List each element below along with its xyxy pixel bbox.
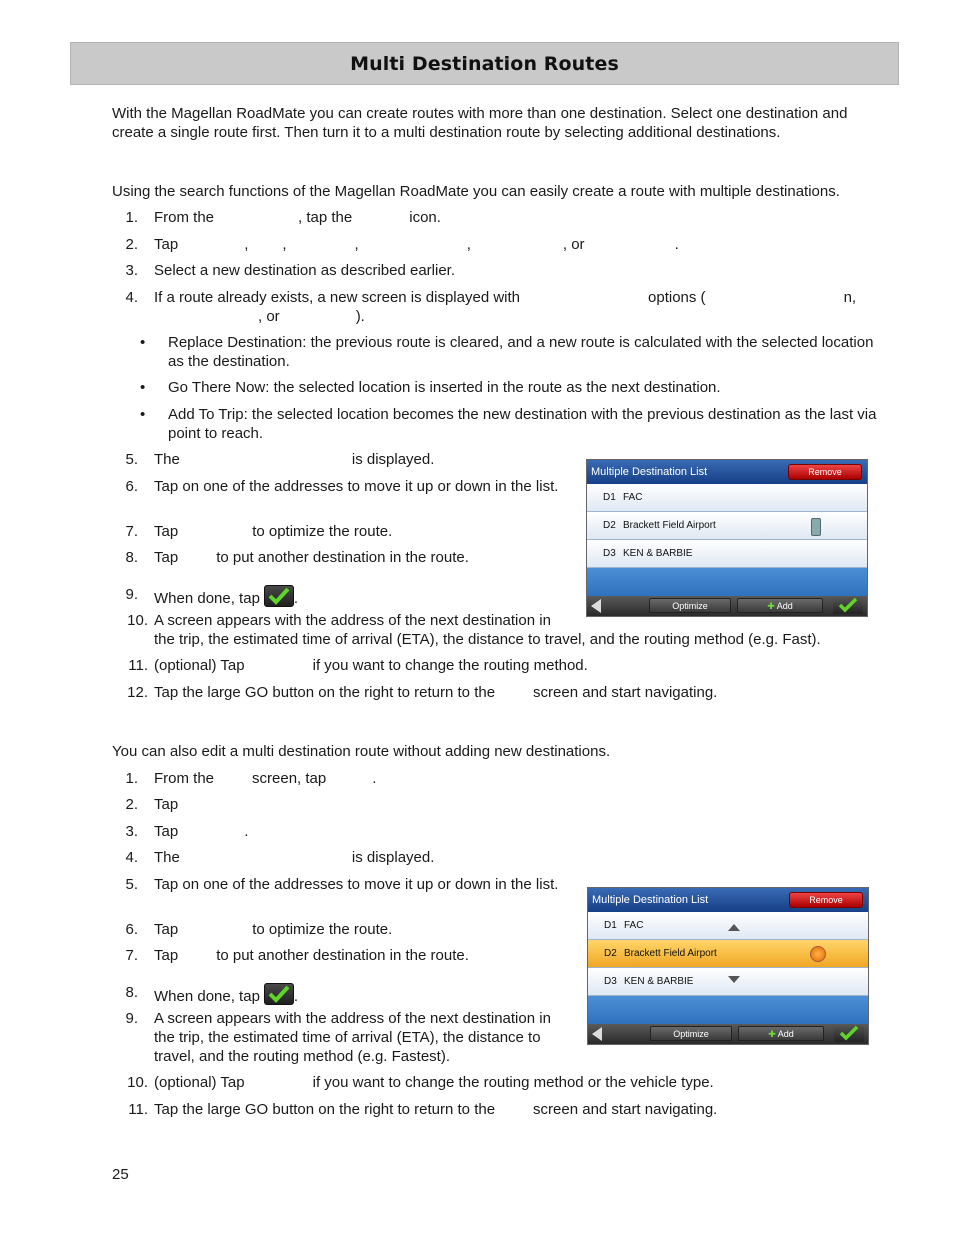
list-item: Tap to put another destination in the route. [154,549,469,566]
bullet: • [140,406,146,423]
table-row[interactable]: D3 KEN & BARBIE [587,540,867,568]
list-item-continued: the trip, the estimated time of arrival (ETA), the distance to travel, and the routing method (e.g. Fast). [154,631,821,648]
checkmark-icon[interactable] [833,597,863,614]
step-number: 8. [125,549,138,566]
step-number: 10. [127,612,148,629]
optimize-button[interactable]: Optimize [649,598,731,613]
bullet-item: Add To Trip: the selected location becomes the new destination with the previous destination as the last via point to reach. [168,406,877,442]
step-number: 6. [125,921,138,938]
table-row[interactable]: D1 FAC [587,484,867,512]
checkmark-icon [264,983,294,1005]
list-item: From the , tap the icon. [154,209,441,226]
page-number: 25 [112,1166,129,1183]
device-screenshot [586,459,868,617]
list-item: When done, tap . [154,585,298,608]
step-number: 7. [125,523,138,540]
step-number: 12. [127,684,148,701]
step-number: 4. [125,849,138,866]
step-number: 3. [125,262,138,279]
bullet-item: Go There Now: the selected location is inserted in the route as the next destination. [168,379,721,396]
bullet: • [140,379,146,396]
step-number: 2. [125,236,138,253]
screen-title-bar: Multiple Destination List Remove [588,888,868,912]
step-number: 9. [125,586,138,603]
remove-button[interactable]: Remove [788,464,862,480]
section-header [70,42,899,85]
step-number: 2. [125,796,138,813]
optimize-button[interactable]: Optimize [650,1026,732,1041]
details-icon[interactable] [810,946,826,962]
add-button[interactable]: ✚ Add [737,598,823,613]
bullet-item: Replace Destination: the previous route is cleared, and a new route is calculated with the selected location as the destination. [168,334,874,370]
list-item: Tap on one of the addresses to move it up or down in the list. [154,478,559,495]
move-down-icon[interactable] [728,976,740,983]
step-number: 5. [125,876,138,893]
step-number: 11. [128,1101,148,1118]
step-number: 10. [127,1074,148,1091]
step-number: 1. [125,209,138,226]
checkmark-icon [264,585,294,607]
list-item: Tap to optimize the route. [154,523,393,540]
bullet: • [140,334,146,351]
list-item: Tap the large GO button on the right to return to the screen and start navigating. [154,1101,718,1118]
screen-footer [587,596,867,616]
step-number: 7. [125,947,138,964]
list-item-continued: , or ). [258,308,365,325]
back-arrow-icon[interactable] [591,599,601,613]
table-row[interactable]: D2 Brackett Field Airport [588,940,868,968]
list-item: A screen appears with the address of the next destination in the trip, the estimated time of arrival (ETA), the distance to travel, and the routing method (e.g. Fastest). [154,1010,551,1065]
intro-paragraph: With the Magellan RoadMate you can create routes with more than one destination. Select one destination and create a single route first. Then turn it to a multi destination route by selecting additional destinations. [112,105,848,141]
list-item: Tap to optimize the route. [154,921,393,938]
table-row[interactable]: D1 FAC [588,912,868,940]
move-up-icon[interactable] [728,924,740,931]
screen-title-bar: Multiple Destination List Remove [587,460,867,484]
list-item: Tap on one of the addresses to move it up or down in the list. [154,876,559,893]
list-item: The is displayed. [154,451,435,468]
background-panel [587,568,867,598]
remove-button[interactable]: Remove [789,892,863,908]
list-item: Tap . [154,823,249,840]
list-item: The is displayed. [154,849,435,866]
screen-footer [588,1024,868,1044]
list-item: Select a new destination as described earlier. [154,262,456,279]
list-item: When done, tap . [154,983,298,1006]
step-number: 5. [125,451,138,468]
step-number: 4. [125,289,138,306]
step-number: 11. [128,657,148,674]
list-item: If a route already exists, a new screen is displayed with options ( n, [154,289,857,306]
list-item: Tap , , , , , or . [154,236,679,253]
list-item: From the screen, tap . [154,770,377,787]
step-number: 9. [125,1010,138,1027]
list-item: Tap the large GO button on the right to return to the screen and start navigating. [154,684,718,701]
list-item: A screen appears with the address of the next destination in [154,612,551,629]
phone-icon [811,518,821,536]
list-item: Tap to put another destination in the route. [154,947,469,964]
step-number: 6. [125,478,138,495]
list-item: Tap [154,796,179,813]
section1-lead: Using the search functions of the Magellan RoadMate you can easily create a route with multiple destinations. [112,183,840,200]
section-title: Multi Destination Routes [350,52,619,75]
table-row[interactable]: D2 Brackett Field Airport [587,512,867,540]
add-button[interactable]: ✚ Add [738,1026,824,1041]
section2-lead: You can also edit a multi destination route without adding new destinations. [112,743,611,760]
step-number: 1. [125,770,138,787]
list-item: (optional) Tap if you want to change the routing method or the vehicle type. [154,1074,714,1091]
background-panel [588,996,868,1026]
checkmark-icon[interactable] [834,1025,864,1042]
list-item: (optional) Tap if you want to change the routing method. [154,657,588,674]
step-number: 8. [125,984,138,1001]
step-number: 3. [125,823,138,840]
back-arrow-icon[interactable] [592,1027,602,1041]
device-screenshot [587,887,869,1045]
table-row[interactable]: D3 KEN & BARBIE [588,968,868,996]
